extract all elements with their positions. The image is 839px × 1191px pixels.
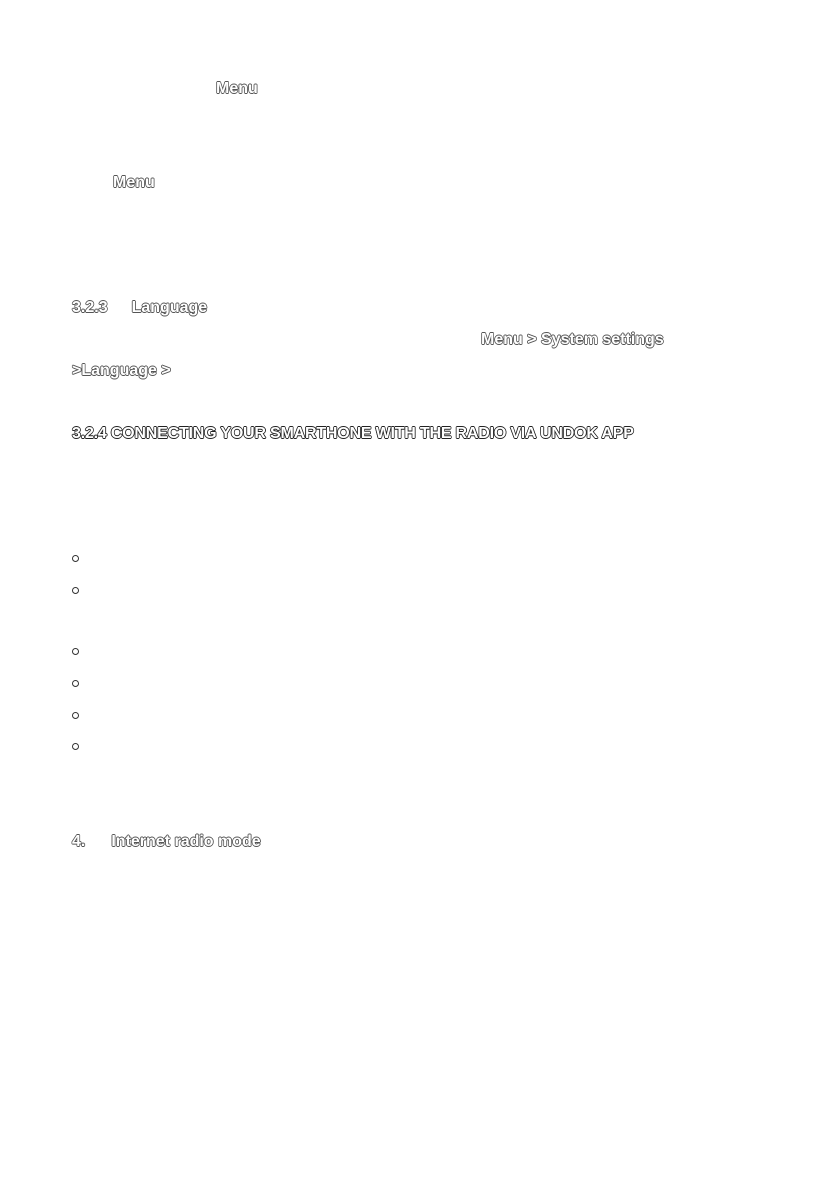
bullet-4 (72, 680, 79, 687)
chapter-heading (72, 832, 261, 852)
section-heading-language (72, 298, 207, 318)
section-heading-undok: 3.2.4 CONNECTING YOUR SMARTHONE WITH THE RADIO VIA UNDOK APP (72, 425, 634, 442)
section-title: Language (131, 299, 208, 316)
bullet-6 (72, 743, 79, 750)
chapter-title: Internet radio mode (111, 833, 261, 850)
bullet-5 (72, 712, 79, 719)
menu-path-part1: Menu > System settings (481, 331, 664, 348)
menu-label-1: Menu (216, 80, 258, 97)
menu-label-2: Menu (113, 174, 155, 191)
section-number: 3.2.3 (72, 299, 108, 316)
chapter-number: 4. (72, 833, 86, 850)
menu-path-part2: >Language > (72, 362, 171, 379)
bullet-1 (72, 555, 79, 562)
bullet-2 (72, 587, 79, 594)
bullet-3 (72, 648, 79, 655)
